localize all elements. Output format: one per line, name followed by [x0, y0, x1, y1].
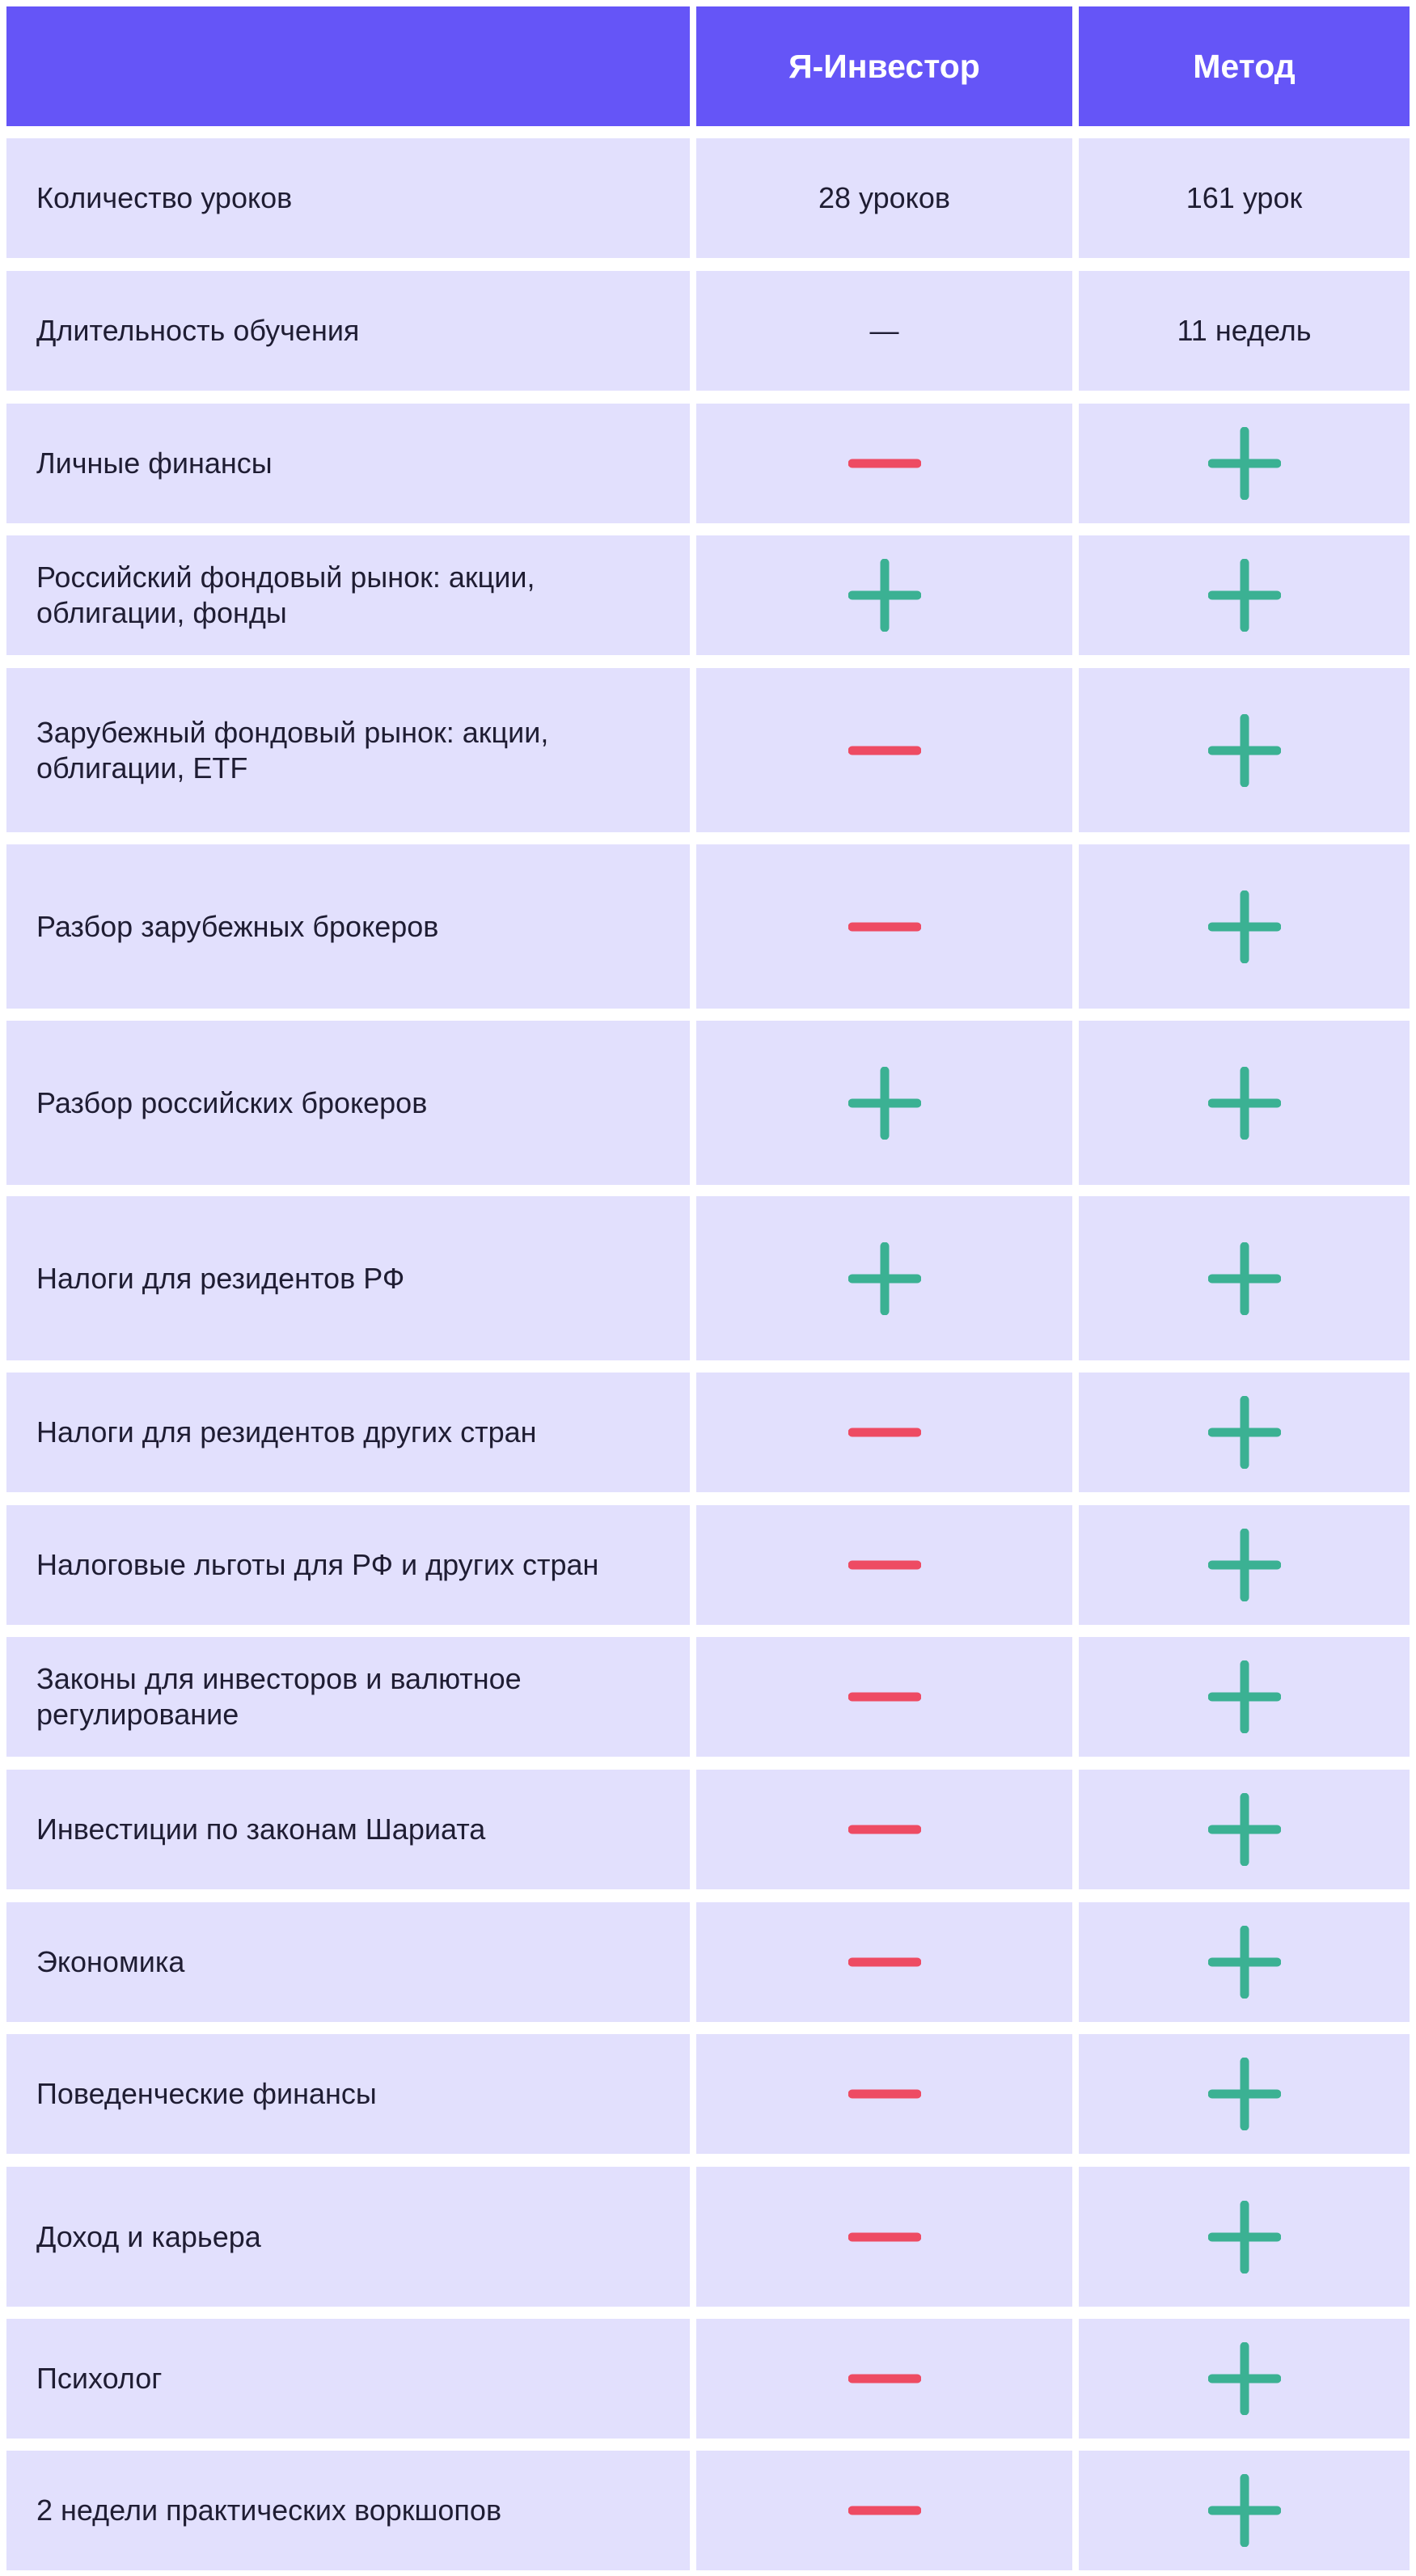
minus-icon	[848, 1396, 921, 1469]
row-label-cell	[6, 2451, 690, 2570]
minus-icon	[848, 1793, 921, 1866]
table-row	[0, 1902, 1416, 2022]
cell-ya-investor	[696, 1902, 1072, 2022]
row-label: Доход и карьера	[36, 2219, 261, 2253]
row-label-cell	[6, 138, 690, 258]
cell-metod	[1079, 1770, 1410, 1889]
plus-icon	[1208, 1067, 1281, 1140]
table-row	[0, 1196, 1416, 1360]
minus-icon	[848, 2201, 921, 2274]
table-row	[0, 1770, 1416, 1889]
table-row	[0, 1373, 1416, 1492]
cell-ya-investor	[696, 404, 1072, 523]
plus-icon	[848, 1067, 921, 1140]
cell-metod	[1079, 1373, 1410, 1492]
cell-ya-investor	[696, 1373, 1072, 1492]
row-label-cell	[6, 1196, 690, 1360]
header-corner	[6, 6, 690, 126]
row-label: Количество уроков	[36, 181, 293, 215]
cell-value: —	[869, 314, 899, 347]
minus-icon	[848, 2474, 921, 2547]
minus-icon	[848, 714, 921, 787]
row-label: Инвестиции по законам Шариата	[36, 1813, 486, 1846]
minus-icon	[848, 427, 921, 500]
table-row	[0, 138, 1416, 258]
minus-icon	[848, 1660, 921, 1733]
cell-ya-investor	[696, 2319, 1072, 2439]
row-label: Разбор российских брокеров	[36, 1085, 428, 1119]
cell-metod	[1079, 1021, 1410, 1185]
plus-icon	[848, 1242, 921, 1315]
plus-icon	[1208, 1242, 1281, 1315]
header-ya-investor: Я-Инвестор	[696, 6, 1072, 126]
row-label: Поведенческие финансы	[36, 2077, 377, 2111]
plus-icon	[1208, 714, 1281, 787]
minus-icon	[848, 1529, 921, 1601]
cell-metod	[1079, 1902, 1410, 2022]
cell-metod	[1079, 271, 1410, 391]
plus-icon	[1208, 1529, 1281, 1601]
row-label-cell	[6, 271, 690, 391]
cell-metod	[1079, 2451, 1410, 2570]
cell-metod	[1079, 1505, 1410, 1625]
cell-metod	[1079, 2319, 1410, 2439]
plus-icon	[1208, 1396, 1281, 1469]
table-row	[0, 844, 1416, 1009]
row-label: Зарубежный фондовый рынок: акции, облигации, ETF	[36, 715, 549, 785]
table-row	[0, 1021, 1416, 1185]
row-label: Экономика	[36, 1945, 185, 1979]
table-row	[0, 1505, 1416, 1625]
cell-metod	[1079, 2167, 1410, 2307]
minus-icon	[848, 2342, 921, 2415]
cell-value: 28 уроков	[818, 181, 950, 214]
plus-icon	[848, 559, 921, 632]
cell-ya-investor	[696, 1021, 1072, 1185]
cell-ya-investor	[696, 844, 1072, 1009]
cell-ya-investor	[696, 138, 1072, 258]
row-label: Российский фондовый рынок: акции, облигации, фонды	[36, 560, 535, 629]
row-label-cell	[6, 404, 690, 523]
cell-value: 11 недель	[1177, 314, 1312, 347]
row-label-cell	[6, 2167, 690, 2307]
row-label: Законы для инвесторов и валютное регулирование	[36, 1662, 522, 1731]
row-label: Психолог	[36, 2362, 163, 2396]
row-label-cell	[6, 1373, 690, 1492]
cell-ya-investor	[696, 668, 1072, 832]
table-row	[0, 668, 1416, 832]
table-row	[0, 404, 1416, 523]
row-label: Длительность обучения	[36, 314, 360, 348]
cell-ya-investor	[696, 1196, 1072, 1360]
row-label-cell	[6, 2034, 690, 2154]
plus-icon	[1208, 2474, 1281, 2547]
cell-value: 161 урок	[1186, 181, 1303, 214]
plus-icon	[1208, 1793, 1281, 1866]
table-header	[0, 6, 1416, 126]
row-label-cell	[6, 535, 690, 655]
header-metod: Метод	[1079, 6, 1410, 126]
cell-metod	[1079, 535, 1410, 655]
row-label-cell	[6, 1021, 690, 1185]
row-label: 2 недели практических воркшопов	[36, 2494, 502, 2527]
table-row	[0, 271, 1416, 391]
row-label-cell	[6, 1770, 690, 1889]
minus-icon	[848, 2058, 921, 2130]
row-label-cell	[6, 1637, 690, 1757]
plus-icon	[1208, 2342, 1281, 2415]
table-row	[0, 2319, 1416, 2439]
row-label: Налоги для резидентов РФ	[36, 1261, 405, 1295]
table-row	[0, 535, 1416, 655]
row-label-cell	[6, 844, 690, 1009]
cell-metod	[1079, 404, 1410, 523]
plus-icon	[1208, 890, 1281, 963]
plus-icon	[1208, 1926, 1281, 1999]
plus-icon	[1208, 2201, 1281, 2274]
cell-metod	[1079, 138, 1410, 258]
cell-metod	[1079, 2034, 1410, 2154]
cell-ya-investor	[696, 535, 1072, 655]
cell-ya-investor	[696, 271, 1072, 391]
cell-metod	[1079, 1637, 1410, 1757]
table-row	[0, 1637, 1416, 1757]
table-row	[0, 2167, 1416, 2307]
row-label: Разбор зарубежных брокеров	[36, 909, 439, 943]
row-label-cell	[6, 668, 690, 832]
cell-metod	[1079, 1196, 1410, 1360]
cell-metod	[1079, 668, 1410, 832]
cell-ya-investor	[696, 1770, 1072, 1889]
cell-ya-investor	[696, 1505, 1072, 1625]
table-row	[0, 2451, 1416, 2570]
plus-icon	[1208, 559, 1281, 632]
cell-ya-investor	[696, 2034, 1072, 2154]
row-label: Налоги для резидентов других стран	[36, 1415, 537, 1449]
plus-icon	[1208, 1660, 1281, 1733]
cell-ya-investor	[696, 2167, 1072, 2307]
plus-icon	[1208, 2058, 1281, 2130]
minus-icon	[848, 1926, 921, 1999]
table-row	[0, 2034, 1416, 2154]
row-label-cell	[6, 1505, 690, 1625]
row-label-cell	[6, 1902, 690, 2022]
row-label-cell	[6, 2319, 690, 2439]
minus-icon	[848, 890, 921, 963]
row-label: Личные финансы	[36, 446, 273, 480]
plus-icon	[1208, 427, 1281, 500]
row-label: Налоговые льготы для РФ и других стран	[36, 1548, 599, 1582]
cell-ya-investor	[696, 2451, 1072, 2570]
cell-metod	[1079, 844, 1410, 1009]
cell-ya-investor	[696, 1637, 1072, 1757]
